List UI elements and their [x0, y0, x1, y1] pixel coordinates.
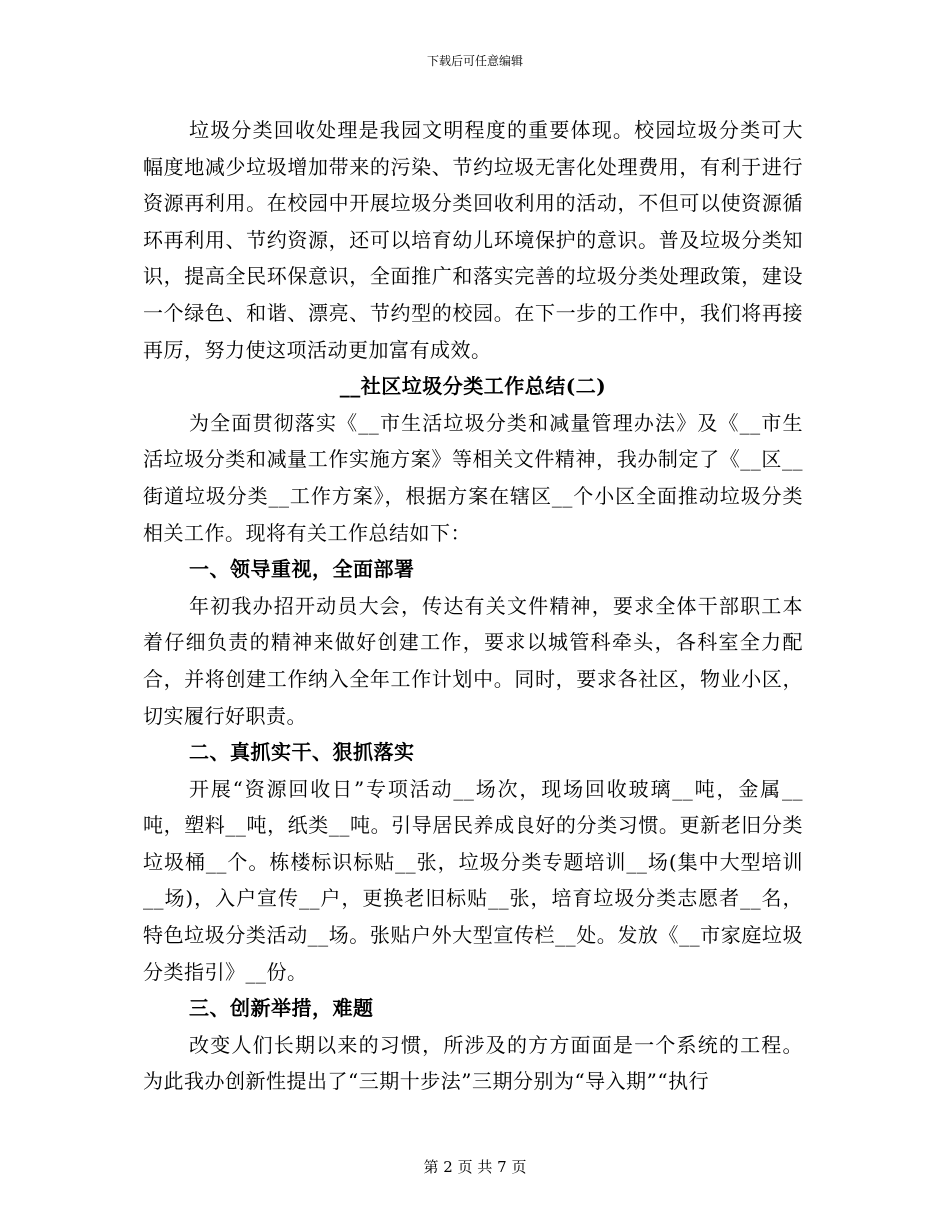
paragraph-overview: 为全面贯彻落实《__市生活垃圾分类和减量管理办法》及《__市生活垃圾分类和减量工作实施方案》等相关文件精神，我办制定了《__区__街道垃圾分类__工作方案》，根据方案在辖区__个小区全面推动垃圾分类相关工作。现将有关工作总结如下： [143, 410, 803, 545]
heading-2: 二、真抓实干、狠抓落实 [189, 740, 415, 765]
document-body [143, 112, 803, 1100]
heading-1: 一、领导重视，全面部署 [189, 557, 415, 582]
paragraph-2: 开展“资源回收日”专项活动__场次，现场回收玻璃__吨，金属__吨，塑料__吨，纸类__吨。引导居民养成良好的分类习惯。更新老旧分类垃圾桶__个。栋楼标识标贴__张，垃圾分类专题培训__场(集中大型培训__场)，入户宣传__户，更换老旧标贴__张，培育垃圾分类志愿者__名，特色垃圾分类活动__场。张贴户外大型宣传栏__处。发放《__市家庭垃圾分类指引》__份。 [143, 776, 803, 984]
heading-3: 三、创新举措，难题 [189, 996, 374, 1021]
section-title: __社区垃圾分类工作总结(二) [339, 374, 607, 399]
page-header: 下载后可任意编辑 [426, 54, 523, 68]
paragraph-intro: 垃圾分类回收处理是我园文明程度的重要体现。校园垃圾分类可大幅度地减少垃圾增加带来的污染、节约垃圾无害化处理费用，有利于进行资源再利用。在校园中开展垃圾分类回收利用的活动，不但可以使资源循环再利用、节约资源，还可以培育幼儿环境保护的意识。普及垃圾分类知识，提高全民环保意识，全面推广和落实完善的垃圾分类处理政策，建设一个绿色、和谐、漂亮、节约型的校园。在下一步的工作中，我们将再接再厉，努力使这项活动更加富有成效。 [143, 118, 803, 362]
page-footer: 第 2 页 共 7 页 [423, 1158, 527, 1176]
paragraph-3: 改变人们长期以来的习惯，所涉及的方方面面是一个系统的工程。为此我办创新性提出了“三期十步法”三期分别为“导入期”“执行 [143, 1032, 803, 1094]
paragraph-1: 年初我办招开动员大会，传达有关文件精神，要求全体干部职工本着仔细负责的精神来做好创建工作，要求以城管科牵头，各科室全力配合，并将创建工作纳入全年工作计划中。同时，要求各社区，物业小区，切实履行好职责。 [143, 593, 803, 728]
